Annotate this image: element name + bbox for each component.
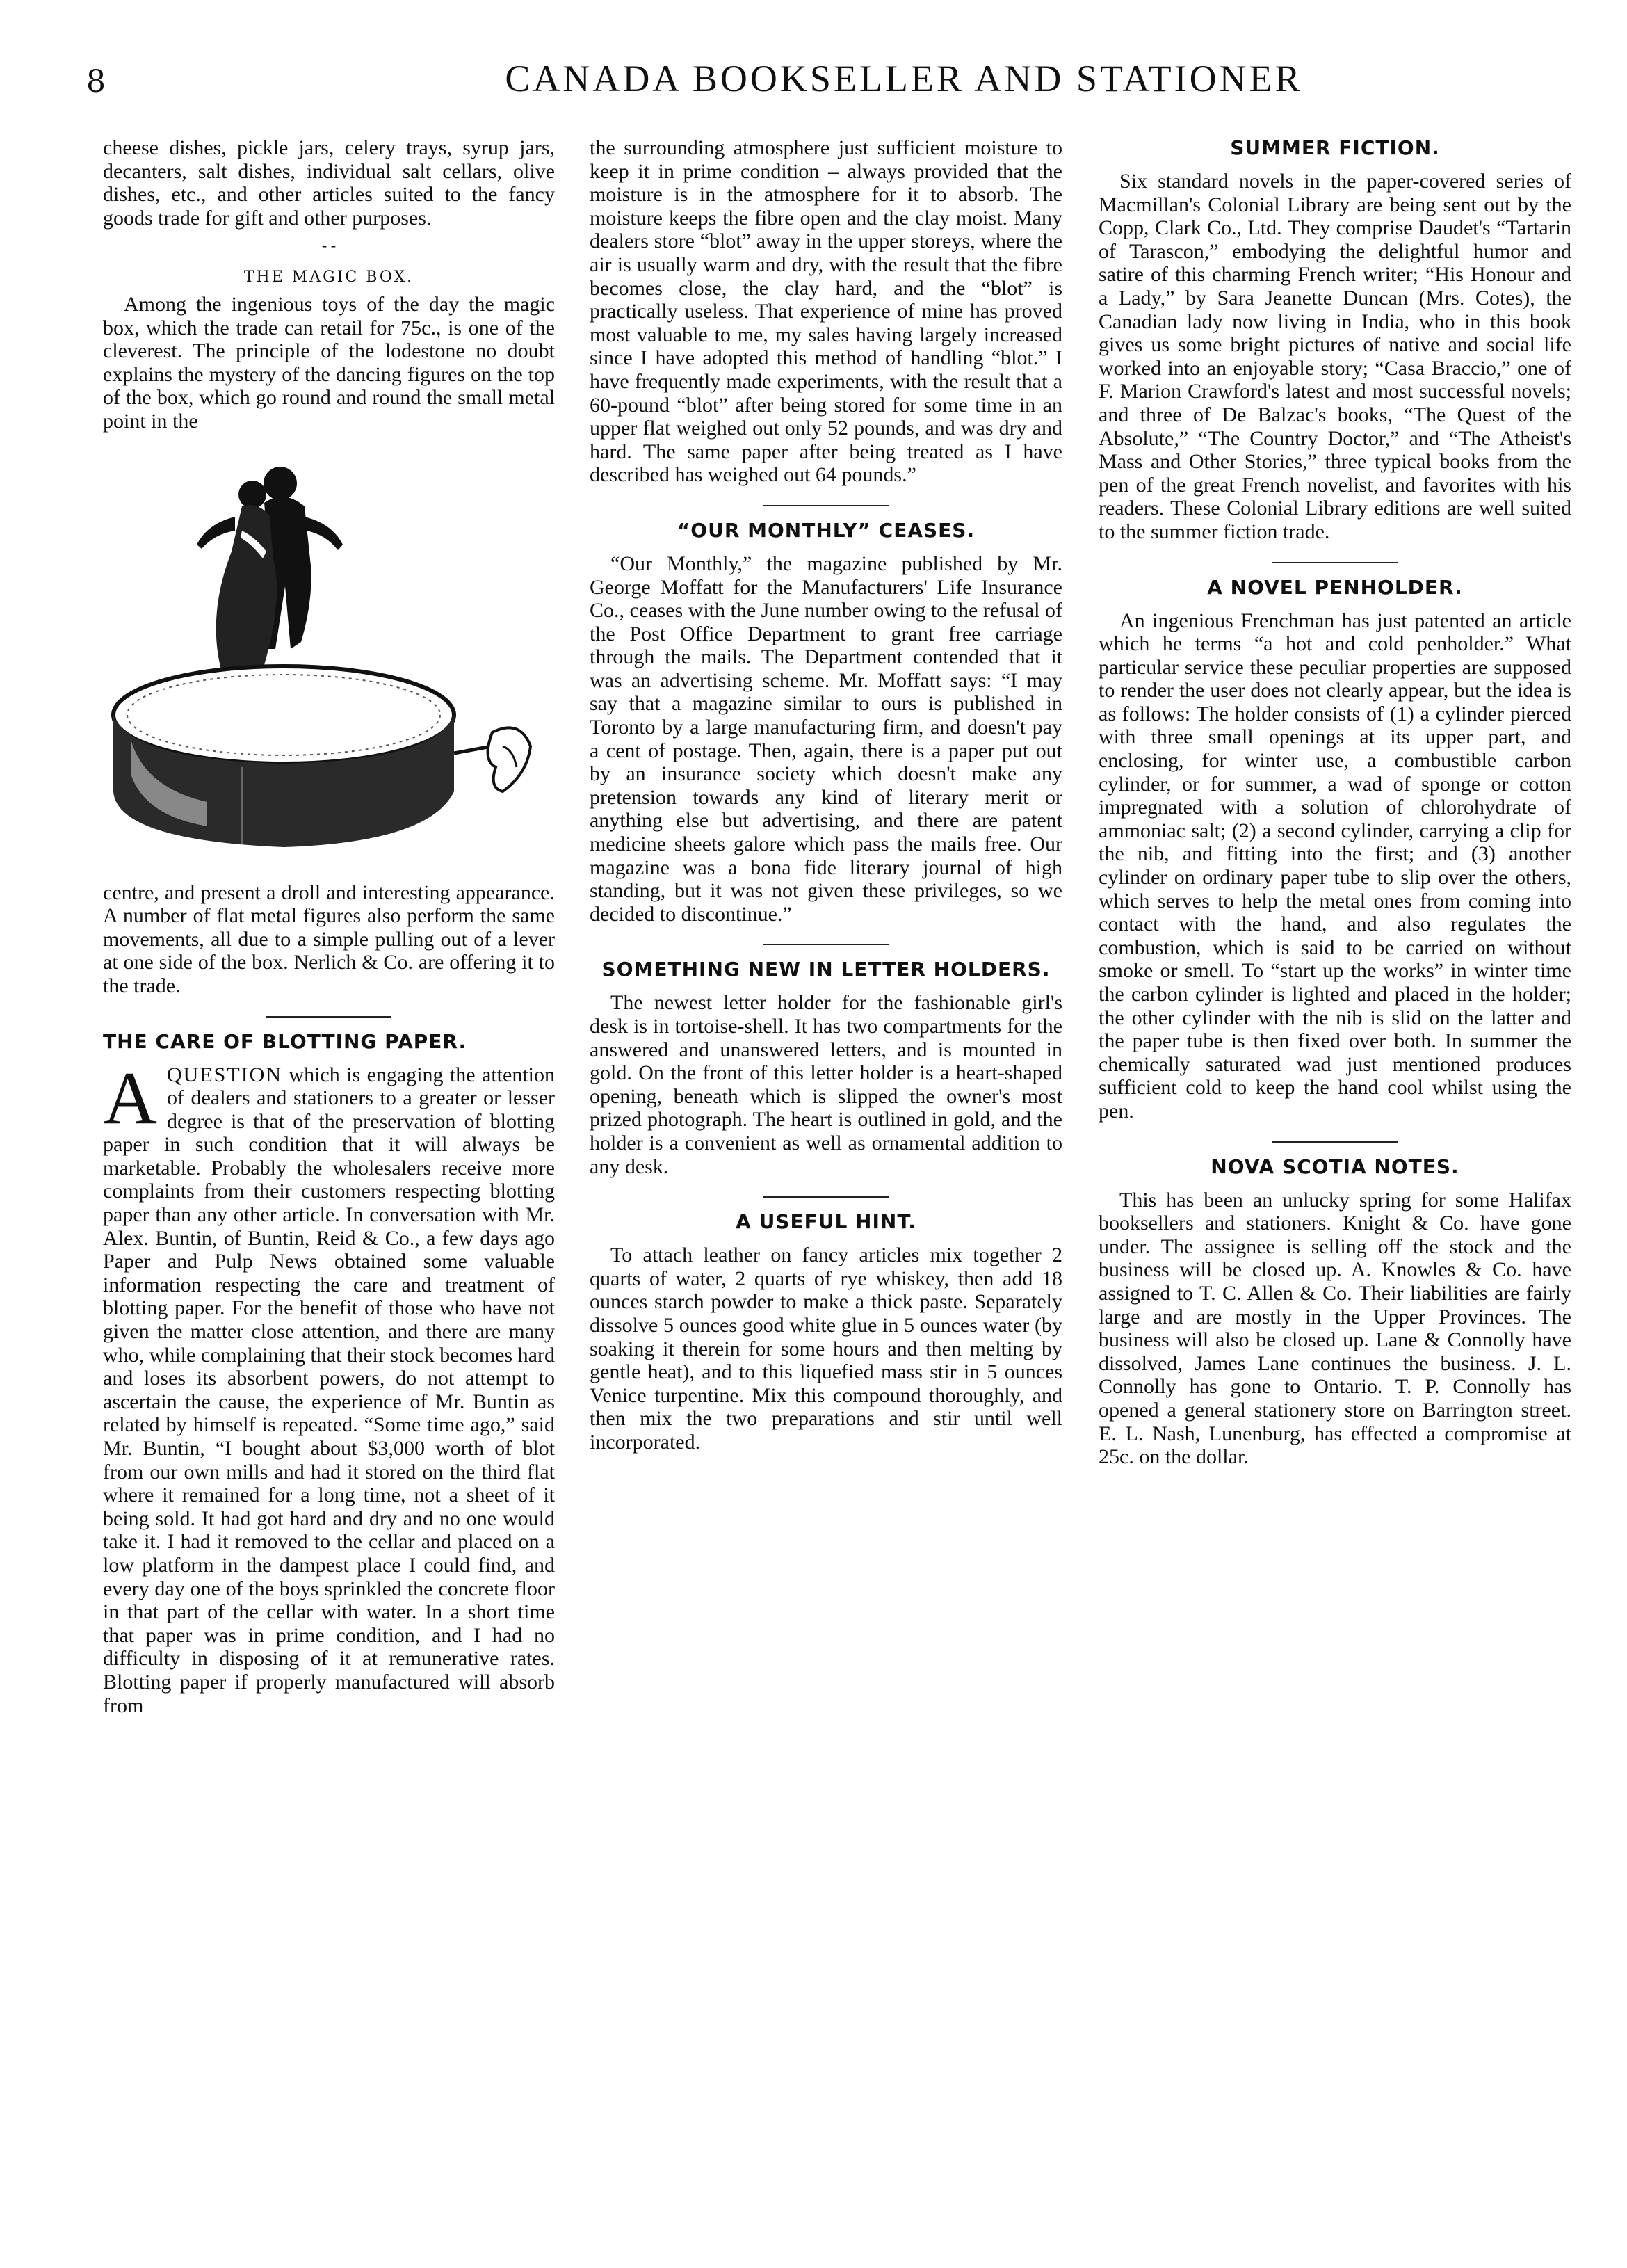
column-2 [590,136,1062,1454]
paragraph: Among the ingenious toys of the day the magic box, which the trade can retail for 75c., is one of the cleverest. The principle of the lodestone no doubt explains the mystery of the dancing figures on the top of the box, which go round and round the small metal point in the [103,292,555,433]
paragraph: “Our Monthly,” the magazine published by Mr. George Moffatt for the Manufacturers' Life Insurance Co., ceases with the June number owing to the refusal of the Post Office Department to grant free carriage through the mails. The Department contended that it was an advertising scheme. Mr. Moffatt says: “I may say that a magazine similar to ours is published in Toronto by a large manufacturing firm, and doesn't pay a cent of postage. Then, again, there is a paper put out by an insurance society which doesn't make any pretension towards any kind of literary merit or anything else but advertising, and there are patent medicine sheets galore which pass the mails free. Our magazine was a bona fide literary journal of high standing, but it was not given these privileges, so we decided to discontinue.” [590,552,1062,926]
section-rule [1272,562,1398,563]
summer-fiction-heading: SUMMER FICTION. [1230,136,1440,159]
drop-cap: A [103,1056,157,1140]
section-rule [763,505,889,506]
novel-penholder-heading: A NOVEL PENHOLDER. [1207,575,1463,599]
nova-scotia-heading: NOVA SCOTIA NOTES. [1211,1155,1459,1178]
paragraph: This has been an unlucky spring for some Halifax booksellers and stationers. Knight & Co. have gone under. The assignee is selling off the stock and the business will be closed up. A. Knowles & Co. have assigned to T. C. Allen & Co. Their liabilities are fairly large and are mostly in the Upper Provinces. The business will also be closed up. Lane & Connolly have dissolved, James Lane continues the business. J. L. Connolly has gone to Ontario. T. P. Connolly has opened a general stationery store on Barrington street. E. L. Nash, Lunenburg, has effected a compromise at 25c. on the dollar. [1099,1188,1571,1469]
paragraph: the surrounding atmosphere just sufficient moisture to keep it in prime condition – always provided that the moisture is in the atmosphere for it to absorb. The moisture keeps the fibre open and the clay moist. Many dealers store “blot” away in the upper storeys, where the air is usually warm and dry, with the result that the fibre becomes close, the clay hard, and the “blot” is practically useless. That experience of mine has proved most valuable to me, my sales having largely increased since I have adopted this method of handling “blot.” I have frequently made experiments, with the result that a 60-pound “blot” after being stored for some time in an upper flat weighed out only 52 pounds, and was dry and hard. The same paper after being treated as I have described has weighed out 64 pounds.” [590,136,1062,487]
magic-box-heading: THE MAGIC BOX. [243,268,414,286]
masthead-title: CANADA BOOKSELLER AND STATIONER [505,58,1303,99]
blotting-paper-heading: THE CARE OF BLOTTING PAPER. [103,1029,467,1053]
paragraph: An ingenious Frenchman has just patented an article which he terms “a hot and cold penholder.” What particular service these peculiar properties are supposed to render the user does not clearly appear, but the idea is as follows: The holder consists of (1) a cylinder pierced with three small openings at its upper part, and enclosing, for winter use, a combustible carbon cylinder, or for summer, a wad of sponge or cotton impregnated with a solution of chlorohydrate of ammoniac salt; (2) a second cylinder, carrying a clip for the nib, and fitting into the first; and (3) another cylinder on ordinary paper tube to slip over the others, which serves to help the metal ones from coming into contact with the hand, and also regulates the combustion, which is said to be carried on without smoke or smell. To “start up the works” in winter time the carbon cylinder is lighted and placed in the holder; the other cylinder with the nib is slid on the latter and the paper tube is then fixed over both. In summer the chemically saturated wad just mentioned produces sufficient cold to keep the hand cool whilst using the pen. [1099,609,1571,1123]
paragraph: Six standard novels in the paper-covered series of Macmillan's Colonial Library are being sent out by the Copp, Clark Co., Ltd. They comprise Daudet's “Tartarin of Tarascon,” embodying the delightful humor and satire of this charming French writer; “His Honour and a Lady,” by Sara Jeanette Duncan (Mrs. Cotes), the Canadian lady now living in India, who in this book gives us some bright pictures of native and social life worked into an enjoyable story; “Casa Braccio,” one of F. Marion Crawford's latest and most successful novels; and three of De Balzac's books, “The Quest of the Absolute,” “The Country Doctor,” and “The Atheist's Mass and Other Stories,” three typical books from the pen of the great French novelist, and favorites with his readers. These Colonial Library editions are well suited to the summer fiction trade. [1099,170,1571,543]
section-rule [1272,1141,1398,1143]
magic-box-image [103,440,555,871]
paragraph: To attach leather on fancy articles mix together 2 quarts of water, 2 quarts of rye whiskey, then add 18 ounces starch powder to make a thick paste. Separately dissolve 5 ounces good white glue in 5 ounces water (by soaking it therein for some hours and then melting by gentle heat), and to this liquefied mass stir in 5 ounces Venice turpentine. Mix this compound thoroughly, and then mix the two preparations and stir until well incorporated. [590,1244,1062,1454]
page-number: 8 [86,64,106,99]
column-1 [103,136,555,1717]
letter-holders-heading: SOMETHING NEW IN LETTER HOLDERS. [601,958,1051,981]
paragraph: cheese dishes, pickle jars, celery trays, syrup jars, decanters, salt dishes, individual salt cellars, olive dishes, etc., and other articles suited to the fancy goods trade for gift and other purposes. [103,136,555,230]
useful-hint-heading: A USEFUL HINT. [736,1210,916,1234]
section-rule [763,944,889,945]
blotting-paper-body [103,1056,555,1718]
divider: - - [321,236,337,255]
first-word: QUESTION [167,1063,282,1086]
our-monthly-heading: “OUR MONTHLY” CEASES. [677,518,976,542]
section-rule [266,1016,391,1018]
paragraph: centre, and present a droll and interesting appearance. A number of flat metal figures also perform the same movements, all due to a simple pulling out of a lever at one side of the box. Nerlich & Co. are offering it to the trade. [103,880,555,997]
section-rule [763,1196,889,1198]
paragraph-text: which is engaging the attention of dealers and stationers to a greater or lesser degree is that of the preservation of blotting paper in such condition that it will always be marketable. Probably the wholesalers receive more complaints from their customers respecting blotting paper than any other article. In conversation with Mr. Alex. Buntin, of Buntin, Reid & Co., a few days ago Paper and Pulp News obtained some valuable information respecting the care and treatment of blotting paper. For the benefit of those who have not given the matter close attention, and there are many who, while complaining that their stock becomes hard and loses its absorbent powers, do not attempt to ascertain the cause, the experience of Mr. Buntin as related by himself is repeated. “Some time ago,” said Mr. Buntin, “I bought about $3,000 worth of blot from our own mills and had it stored on the third flat where it remained for a long time, not a sheet of it being sold. It had got hard and dry and no one would take it. I had it removed to the cellar and placed on a low platform in the dampest place I could find, and every day one of the boys sprinkled the concrete floor in that part of the cellar with water. In a short time that paper was in prime condition, and I had no difficulty in disposing of it at remunerative rates. Blotting paper if properly manufactured will absorb from [103,1063,555,1717]
magic-box-illustration [103,440,555,871]
column-3 [1099,136,1571,1469]
paragraph: The newest letter holder for the fashionable girl's desk is in tortoise-shell. It has two compartments for the answered and unanswered letters, and is mounted in gold. On the front of this letter holder is a heart-shaped opening, beneath which is slipped the owner's most prized photograph. The heart is outlined in gold, and the holder is a convenient as well as ornamental addition to any desk. [590,991,1062,1178]
